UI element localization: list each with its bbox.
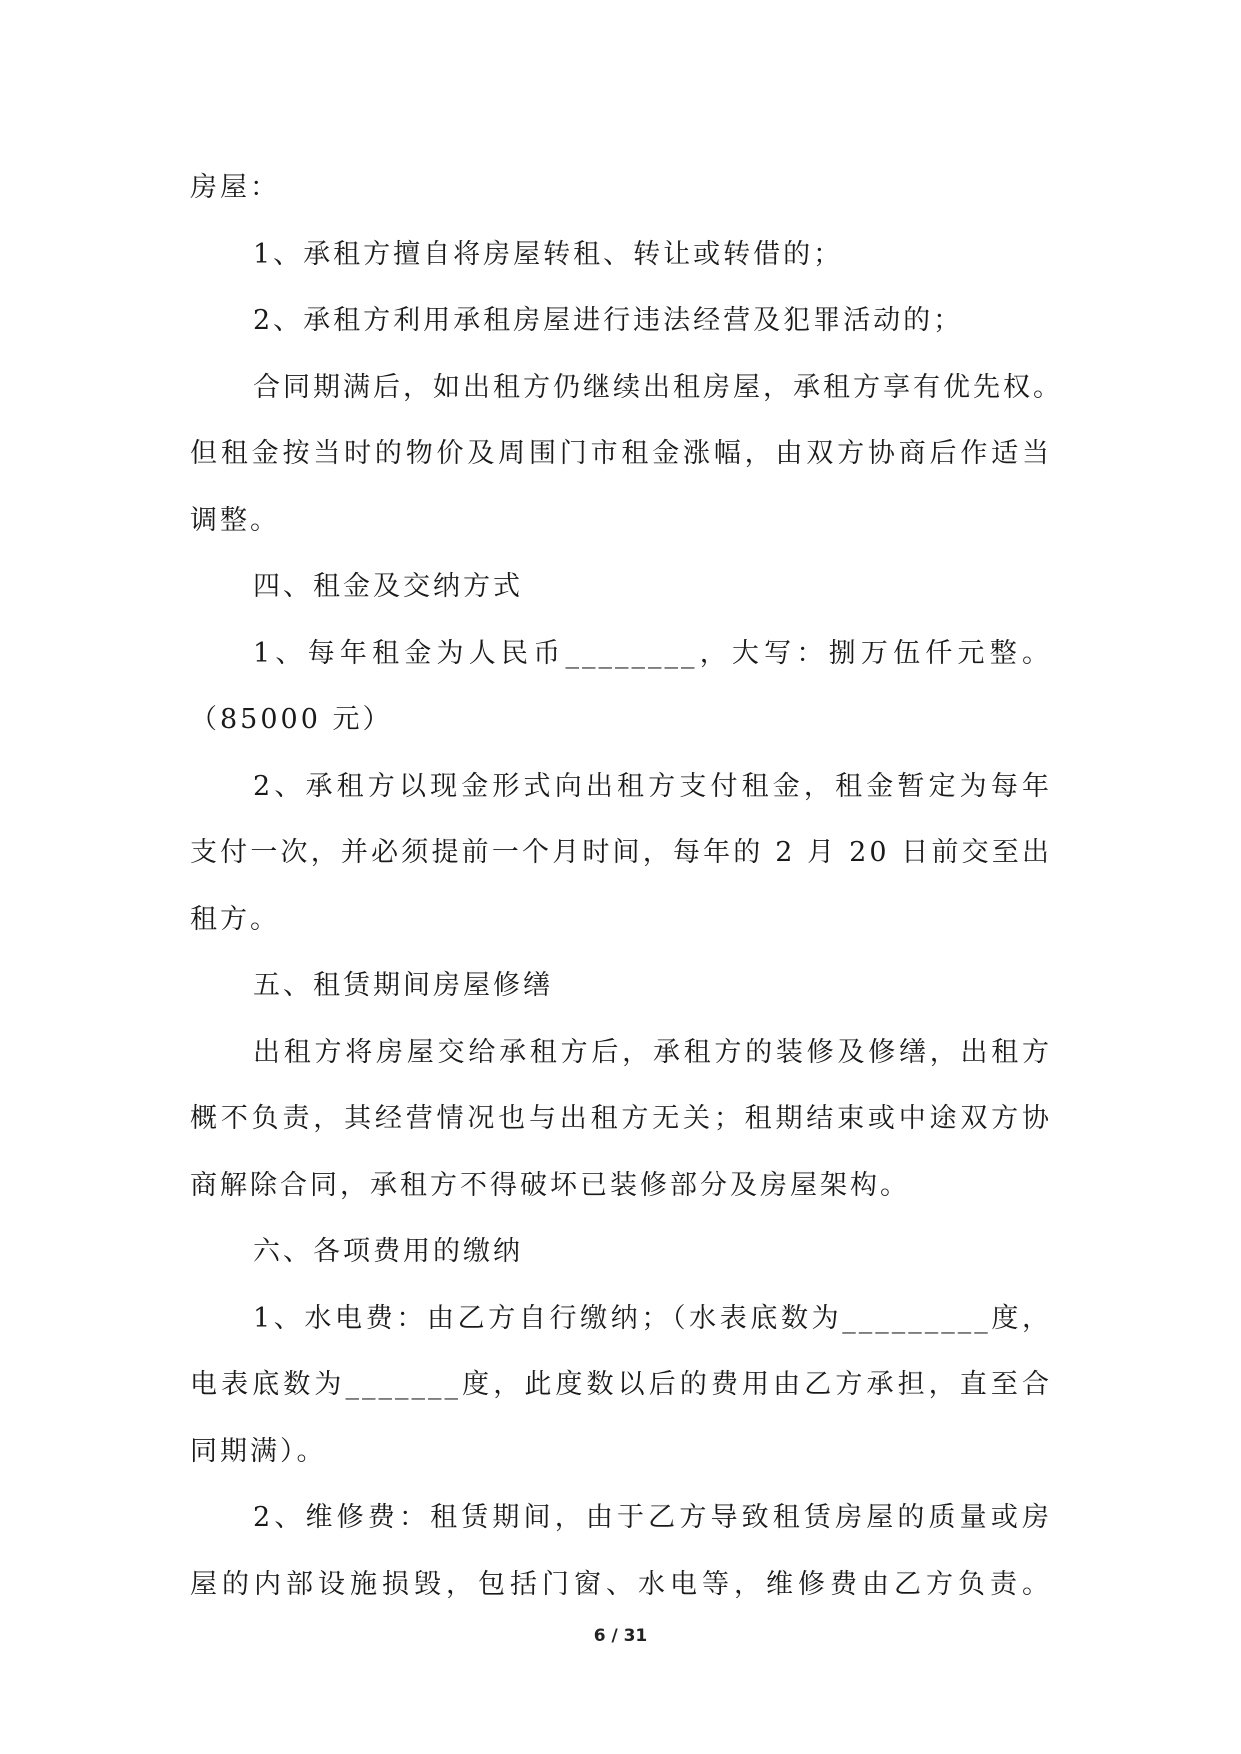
text-line: 但租金按当时的物价及周围门市租金涨幅，由双方协商后作适当 [190, 438, 1052, 469]
document-body [190, 155, 1063, 1618]
text-line: 2、承租方利用承租房屋进行违法经营及犯罪活动的； [253, 305, 964, 336]
page-number: 6 / 31 [593, 1626, 648, 1646]
text-line: 调整。 [190, 504, 280, 536]
text-line: 房屋： [190, 172, 280, 203]
text-line: 支付一次，并必须提前一个月时间，每年的 2 月 20 日前交至出 [190, 837, 1052, 868]
section-heading: 六、各项费用的缴纳 [253, 1236, 523, 1267]
text-line: 合同期满后，如出租方仍继续出租房屋，承租方享有优先权。 [253, 371, 1063, 403]
section-heading: 五、租赁期间房屋修缮 [253, 970, 553, 1001]
text-line: 2、承租方以现金形式向出租方支付租金，租金暂定为每年 [253, 770, 1052, 802]
text-line: （85000 元） [190, 704, 393, 735]
text-line: 同期满）。 [190, 1435, 327, 1467]
text-line: 出租方将房屋交给承租方后，承租方的装修及修缮，出租方 [253, 1036, 1052, 1068]
text-line: 1、水电费：由乙方自行缴纳；（水表底数为_________度， [253, 1302, 1052, 1334]
section-heading: 四、租金及交纳方式 [253, 571, 523, 602]
text-line: 2、维修费：租赁期间，由于乙方导致租赁房屋的质量或房 [253, 1502, 1052, 1533]
text-line: 电表底数为_______度，此度数以后的费用由乙方承担，直至合 [190, 1369, 1052, 1400]
text-line: 1、每年租金为人民币________，大写：捌万伍仟元整。 [253, 637, 1052, 669]
text-line: 租方。 [190, 903, 280, 935]
text-line: 概不负责，其经营情况也与出租方无关；租期结束或中途双方协 [190, 1103, 1052, 1134]
text-line: 1、承租方擅自将房屋转租、转让或转借的； [253, 238, 844, 270]
text-line: 商解除合同，承租方不得破坏已装修部分及房屋架构。 [190, 1169, 910, 1201]
text-line: 屋的内部设施损毁，包括门窗、水电等，维修费由乙方负责。 [190, 1568, 1052, 1600]
